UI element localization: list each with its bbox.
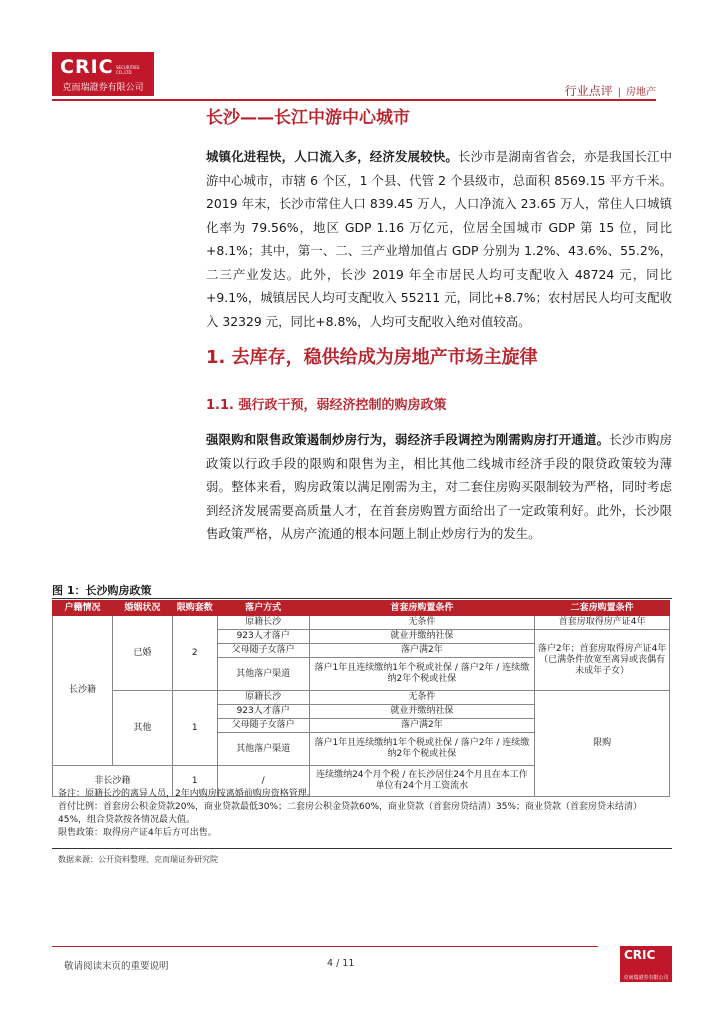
figure-title: 图 1：长沙购房政策 xyxy=(52,584,152,597)
header-cell: 限购套数 xyxy=(172,601,217,616)
header-cell: 落户方式 xyxy=(217,601,309,616)
policy-body: 长沙市购房政策以行政手段的限购和限售为主，相比其他二线城市经济手段的限贷政策较为薄弱。整体来看，购房政策以满足刚需为主，对二套住房购买限制较为严格，同时考虑到经济发展需要高质量人才，在首套房购置方面给出了一定政策利好。此外，长沙限售政策严格，从房产流通的根本问题上制止炒房行为的发生。 xyxy=(206,432,673,541)
cond-cell: 连续缴纳24个月个税 / 在长沙居住24个月且在本工作单位有24个月工资流水 xyxy=(309,766,535,797)
second-cell: 首套房取得房产证4年 xyxy=(535,616,670,630)
method-cell: 父母随子女落户 xyxy=(217,719,309,733)
cond-cell: 落户1年且连续缴纳1年个税或社保 / 落户2年 / 连续缴纳2年个税或社保 xyxy=(309,733,535,766)
second-cell: 限购 xyxy=(535,691,670,797)
header-separator: | xyxy=(617,87,621,98)
cond-cell: 落户满2年 xyxy=(309,644,535,658)
cond-cell: 无条件 xyxy=(309,691,535,705)
method-cell: 923人才落户 xyxy=(217,630,309,644)
page-title: 长沙——长江中游中心城市 xyxy=(206,108,410,128)
method-cell: 原籍长沙 xyxy=(217,616,309,630)
cond-cell: 落户满2年 xyxy=(309,719,535,733)
company-logo xyxy=(52,52,154,96)
intro-lead: 城镇化进程快，人口流入多，经济发展较快。 xyxy=(206,149,459,164)
second-cell: 落户2年；首套房取得房产证4年（已满条件放宽至离异或丧偶有未成年子女） xyxy=(535,630,670,691)
policy-table xyxy=(52,600,670,797)
method-cell: 父母随子女落户 xyxy=(217,644,309,658)
method-cell: 其他落户渠道 xyxy=(217,658,309,691)
logo-subtitle: 克而瑞證券有限公司 xyxy=(62,83,144,93)
subsection-heading: 1.1. 强行政干预，弱经济控制的购房政策 xyxy=(206,398,447,413)
logo-text: CRIC xyxy=(60,56,114,78)
method-cell: 923人才落户 xyxy=(217,705,309,719)
subcategory-label: 房地产 xyxy=(626,87,656,98)
page-number: 4 / 11 xyxy=(327,958,355,969)
figure-bottom-rule xyxy=(52,848,672,849)
data-source: 数据来源：公开资料整理、克而瑞证券研究院 xyxy=(58,855,218,864)
cond-cell: 无条件 xyxy=(309,616,535,630)
method-cell: 原籍长沙 xyxy=(217,691,309,705)
policy-paragraph xyxy=(206,428,672,546)
logo-tiny-text: SECURITIES CO.,LTD xyxy=(116,65,140,75)
marital-cell: 其他 xyxy=(112,691,172,766)
table-row xyxy=(53,616,670,630)
method-cell: 其他落户渠道 xyxy=(217,733,309,766)
category-label: 行业点评 xyxy=(564,84,613,98)
hukou-cell: 长沙籍 xyxy=(53,616,113,766)
footer-divider xyxy=(52,946,598,947)
note-line: 限售政策：取得房产证4年后方可出售。 xyxy=(58,828,217,838)
policy-lead: 强限购和限售政策遏制炒房行为，弱经济手段调控为刚需购房打开通道。 xyxy=(206,432,610,447)
limit-cell: 1 xyxy=(172,766,217,797)
marital-cell: 已婚 xyxy=(112,616,172,691)
figure-top-rule xyxy=(52,598,672,599)
header-cell: 户籍情况 xyxy=(53,601,113,616)
footer-logo xyxy=(620,946,672,982)
limit-cell: 1 xyxy=(172,691,217,766)
section-heading: 1. 去库存，稳供给成为房地产市场主旋律 xyxy=(206,347,538,368)
intro-paragraph xyxy=(206,145,672,333)
header-category xyxy=(565,82,656,99)
intro-body: 长沙市是湖南省省会，亦是我国长江中游中心城市，市辖 6 个区，1 个县、代管 2 个县级市，总面积 8569.15 平方千米。2019 年末，长沙市常住人口 839.45 万人，人口净流入 23.65 万人，常住人口城镇化率为 79.56%，地区 GDP 1.16 万亿元，位居全国城市 GDP 第 15 位，同比+8.1%；其中，第一、二、三产业增加值占 GDP 分别为 1.2%、43.6%、55.2%，二三产业发达。此外，长沙 2019 年全市居民人均可支配收入 48724 元，同比+9.1%，城镇居民人均可支配收入 55211 元，同比+8.7%；农村居民人均可支配收入 32329 元，同比+8.8%，人均可支配收入绝对值较高。 xyxy=(206,149,673,329)
method-cell: / xyxy=(217,766,309,797)
footer-logo-subtitle: 克而瑞證券有限公司 xyxy=(623,975,669,981)
cond-cell: 落户1年且连续缴纳1年个税或社保 / 落户2年 / 连续缴纳2年个税或社保 xyxy=(309,658,535,691)
footer-logo-text: CRIC xyxy=(624,948,656,962)
header-cell: 婚姻状况 xyxy=(112,601,172,616)
footer-disclaimer: 敬请阅读末页的重要说明 xyxy=(64,961,169,972)
header-cell: 首套房购置条件 xyxy=(309,601,535,616)
limit-cell: 2 xyxy=(172,616,217,691)
figure-notes xyxy=(58,788,668,840)
header-cell: 二套房购置条件 xyxy=(535,601,670,616)
note-line: 备注：原籍长沙的离异人员，2年内购房按离婚前购房资格管理。 xyxy=(58,789,316,799)
cond-cell: 就业并缴纳社保 xyxy=(309,705,535,719)
header-divider xyxy=(52,99,656,101)
table-header-row xyxy=(53,601,670,616)
table-row xyxy=(53,691,670,705)
cond-cell: 就业并缴纳社保 xyxy=(309,630,535,644)
hukou-cell: 非长沙籍 xyxy=(53,766,173,797)
note-line: 首付比例：首套房公积金贷款20%，商业贷款最低30%；二套房公积金贷款60%，商业贷款（首套房贷结清）35%；商业贷款（首套房贷未结清）45%，组合贷款按各情况最大值。 xyxy=(58,802,643,825)
